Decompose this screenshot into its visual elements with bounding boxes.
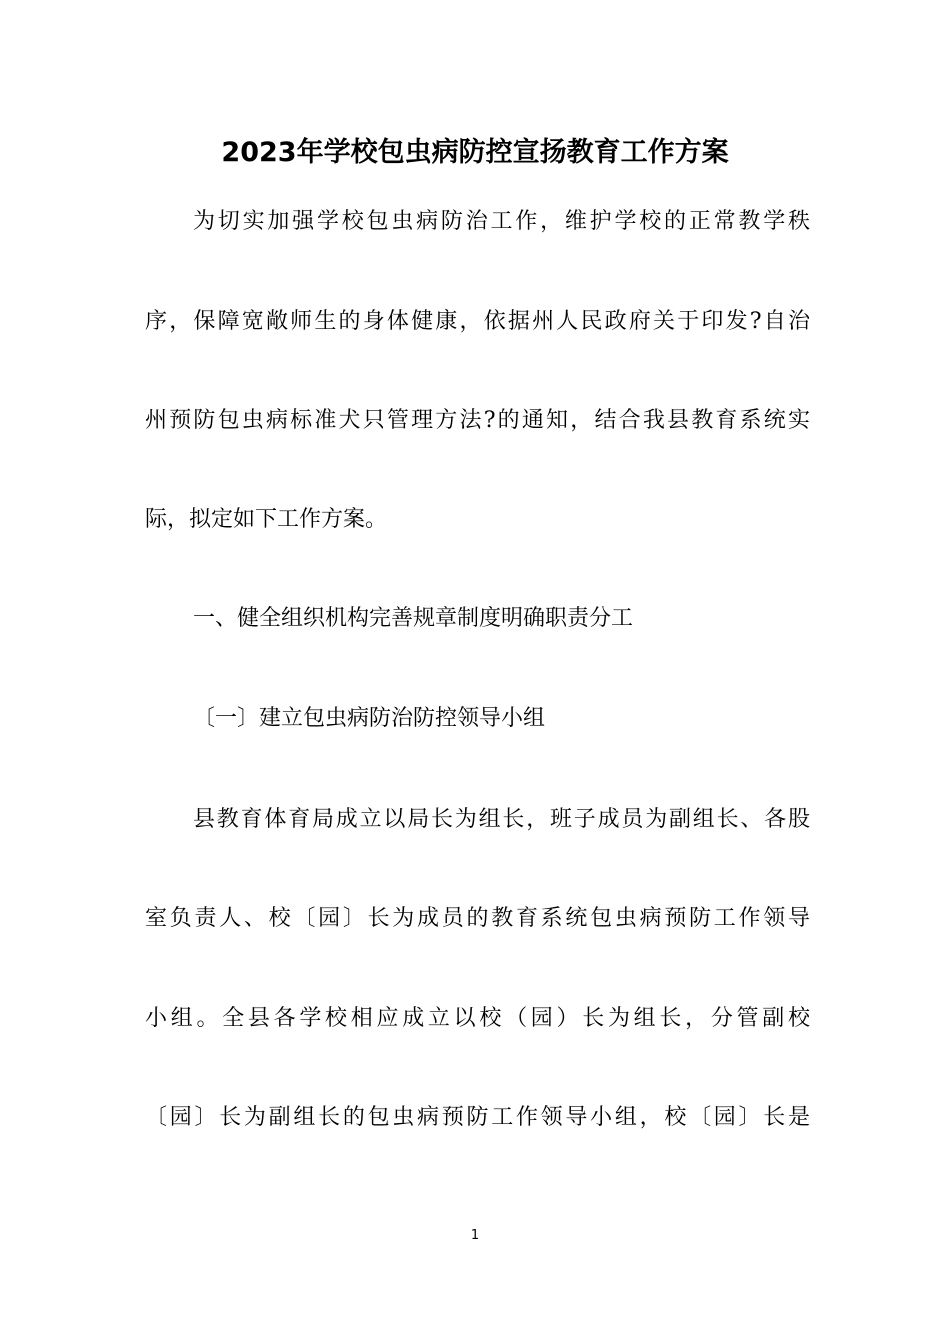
paragraph-line: 小组。全县各学校相应成立以校（园）长为组长，分管副校 xyxy=(145,1006,810,1031)
page-number: 1 xyxy=(470,1228,480,1243)
paragraph-line: 县教育体育局成立以局长为组长，班子成员为副组长、各股 xyxy=(193,807,810,832)
paragraph-line: 际，拟定如下工作方案。 xyxy=(145,507,388,532)
paragraph-line: 室负责人、校〔园〕长为成员的教育系统包虫病预防工作领导 xyxy=(145,906,810,931)
paragraph-line: 〔园〕长为副组长的包虫病预防工作领导小组，校〔园〕长是 xyxy=(145,1105,810,1130)
paragraph-line: 州预防包虫病标准犬只管理方法?的通知，结合我县教育系统实 xyxy=(145,408,810,433)
section-heading: 一、健全组织机构完善规章制度明确职责分工 xyxy=(193,606,634,631)
document-title: 2023年学校包虫病防控宣扬教育工作方案 xyxy=(221,137,729,168)
subsection-heading: 〔一〕建立包虫病防治防控领导小组 xyxy=(193,706,546,731)
paragraph-line: 序，保障宽敞师生的身体健康，依据州人民政府关于印发?自治 xyxy=(145,309,810,334)
paragraph-line: 为切实加强学校包虫病防治工作，维护学校的正常教学秩 xyxy=(193,209,810,234)
